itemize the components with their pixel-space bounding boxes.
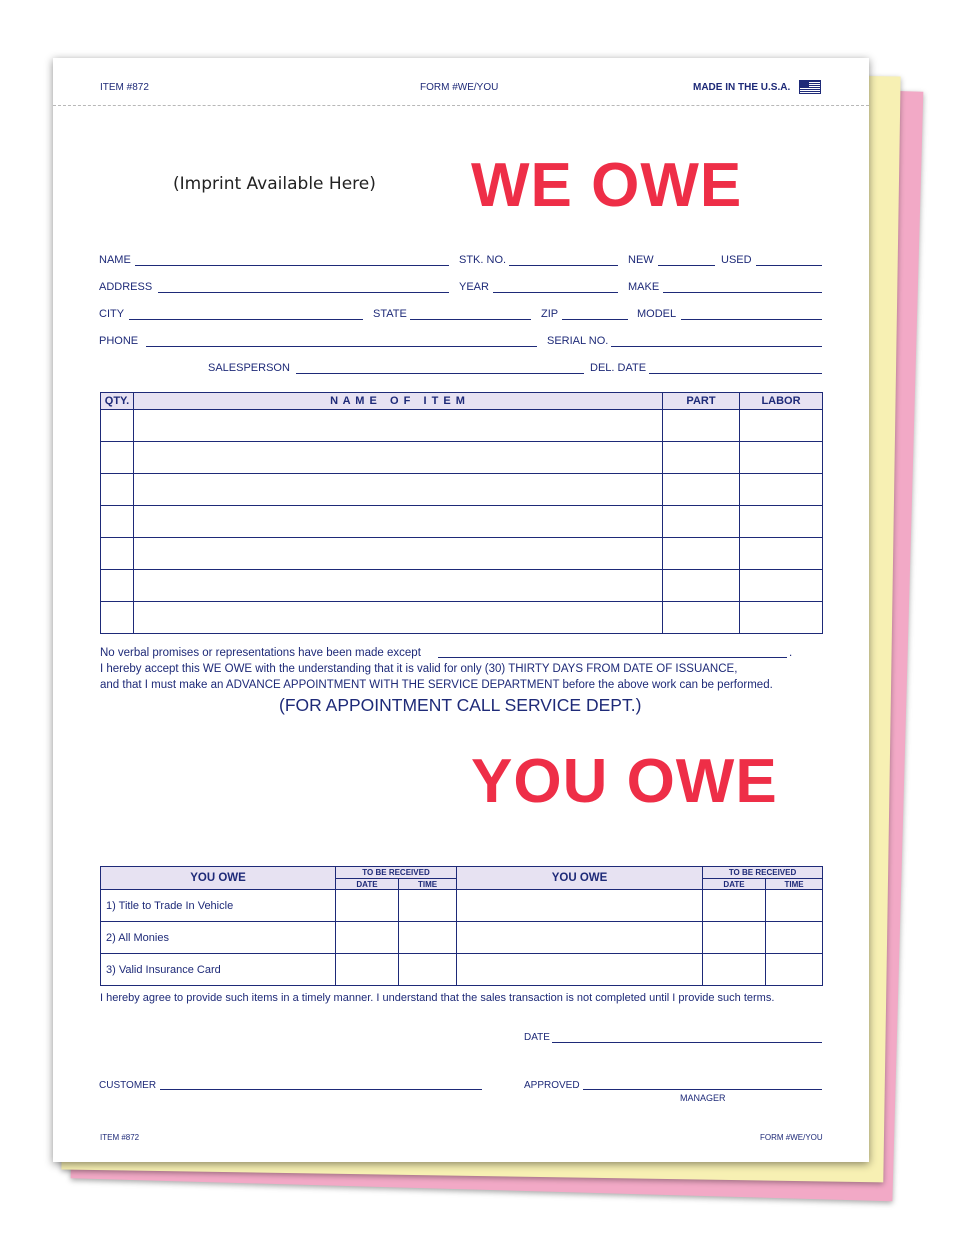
we-owe-form <box>53 58 869 1162</box>
appointment-call-text: (FOR APPOINTMENT CALL SERVICE DEPT.) <box>279 695 642 715</box>
labor-cell[interactable] <box>740 506 823 538</box>
you-owe-row <box>101 922 823 954</box>
agreement-text: I hereby agree to provide such items in a timely manner. I understand that the sales transaction is not completed until I provide such terms. <box>100 992 775 1004</box>
name-label: NAME <box>99 254 131 266</box>
model-label: MODEL <box>637 308 677 320</box>
to-be-received-header-left: TO BE RECEIVED <box>336 867 457 879</box>
date-signature-field[interactable] <box>552 1042 822 1043</box>
customer-signature-field[interactable] <box>160 1089 482 1090</box>
year-label: YEAR <box>459 281 489 293</box>
stk-no-label: STK. NO. <box>459 254 507 266</box>
customer-label: CUSTOMER <box>99 1080 157 1091</box>
qty-cell[interactable] <box>101 570 134 602</box>
item-name-cell[interactable] <box>134 570 663 602</box>
used-label: USED <box>721 254 752 266</box>
approved-signature-field[interactable] <box>583 1089 822 1090</box>
qty-header: QTY. <box>101 393 134 410</box>
part-cell[interactable] <box>663 474 740 506</box>
item-name-cell[interactable] <box>134 410 663 442</box>
time-subheader-right: TIME <box>766 879 823 890</box>
city-label: CITY <box>99 308 125 320</box>
you-owe-item-label: 2) All Monies <box>101 922 336 954</box>
date-cell[interactable] <box>703 954 766 986</box>
you-owe-item-cell[interactable] <box>457 922 703 954</box>
date-subheader-right: DATE <box>703 879 766 890</box>
salesperson-field[interactable] <box>296 373 584 374</box>
date-subheader-left: DATE <box>336 879 399 890</box>
time-subheader-left: TIME <box>399 879 457 890</box>
state-field[interactable] <box>410 319 531 320</box>
item-row <box>101 410 823 442</box>
labor-cell[interactable] <box>740 410 823 442</box>
item-name-cell[interactable] <box>134 474 663 506</box>
time-cell[interactable] <box>399 922 457 954</box>
item-name-cell[interactable] <box>134 602 663 634</box>
phone-field[interactable] <box>146 346 537 347</box>
make-field[interactable] <box>663 292 822 293</box>
part-cell[interactable] <box>663 570 740 602</box>
phone-label: PHONE <box>99 335 139 347</box>
date-cell[interactable] <box>336 890 399 922</box>
you-owe-header-left: YOU OWE <box>101 867 336 890</box>
acceptance-note: I hereby accept this WE OWE with the understanding that it is valid for only (30) THIRTY DAYS FROM DATE OF ISSUANCE, <box>100 663 738 675</box>
header-item-number: ITEM #872 <box>100 82 149 93</box>
date-cell[interactable] <box>336 922 399 954</box>
del-date-label: DEL. DATE <box>590 362 647 374</box>
footer-item-number: ITEM #872 <box>100 1133 140 1142</box>
address-field[interactable] <box>158 292 449 293</box>
labor-cell[interactable] <box>740 602 823 634</box>
part-cell[interactable] <box>663 506 740 538</box>
item-name-cell[interactable] <box>134 538 663 570</box>
except-field[interactable] <box>438 657 787 658</box>
item-name-cell[interactable] <box>134 442 663 474</box>
del-date-field[interactable] <box>649 373 822 374</box>
stk-no-field[interactable] <box>509 265 618 266</box>
qty-cell[interactable] <box>101 538 134 570</box>
imprint-placeholder: (Imprint Available Here) <box>173 174 376 194</box>
made-in-usa-label: MADE IN THE U.S.A. <box>693 82 791 93</box>
labor-cell[interactable] <box>740 474 823 506</box>
time-cell[interactable] <box>766 922 823 954</box>
qty-cell[interactable] <box>101 506 134 538</box>
you-owe-item-cell[interactable] <box>457 890 703 922</box>
item-row <box>101 442 823 474</box>
labor-cell[interactable] <box>740 570 823 602</box>
qty-cell[interactable] <box>101 602 134 634</box>
header-form-number: FORM #WE/YOU <box>420 82 499 93</box>
zip-field[interactable] <box>562 319 628 320</box>
qty-cell[interactable] <box>101 410 134 442</box>
except-line-end: . <box>789 647 793 659</box>
state-label: STATE <box>373 308 407 320</box>
item-row <box>101 506 823 538</box>
part-cell[interactable] <box>663 538 740 570</box>
time-cell[interactable] <box>766 954 823 986</box>
you-owe-title: YOU OWE <box>471 747 778 816</box>
verbal-promises-note: No verbal promises or representations have been made except <box>100 647 421 659</box>
item-row <box>101 570 823 602</box>
item-row <box>101 602 823 634</box>
labor-cell[interactable] <box>740 442 823 474</box>
appointment-note: and that I must make an ADVANCE APPOINTMENT WITH THE SERVICE DEPARTMENT before the above work can be performed. <box>100 679 773 691</box>
us-flag-icon <box>799 80 821 94</box>
model-field[interactable] <box>681 319 822 320</box>
time-cell[interactable] <box>399 890 457 922</box>
to-be-received-header-right: TO BE RECEIVED <box>703 867 823 879</box>
zip-label: ZIP <box>541 308 559 320</box>
approved-label: APPROVED <box>524 1080 580 1091</box>
city-field[interactable] <box>129 319 363 320</box>
serial-no-field[interactable] <box>611 346 822 347</box>
footer-form-number: FORM #WE/YOU <box>760 1133 823 1142</box>
we-owe-title: WE OWE <box>471 151 743 220</box>
new-label: NEW <box>628 254 654 266</box>
qty-cell[interactable] <box>101 442 134 474</box>
you-owe-item-label: 3) Valid Insurance Card <box>101 954 336 986</box>
new-field[interactable] <box>658 265 715 266</box>
items-table-body <box>101 410 823 634</box>
make-label: MAKE <box>628 281 660 293</box>
used-field[interactable] <box>756 265 822 266</box>
name-field[interactable] <box>135 265 449 266</box>
salesperson-label: SALESPERSON <box>208 362 290 374</box>
time-cell[interactable] <box>399 954 457 986</box>
manager-label: MANAGER <box>680 1093 726 1103</box>
item-name-cell[interactable] <box>134 506 663 538</box>
you-owe-header-right: YOU OWE <box>457 867 703 890</box>
date-cell[interactable] <box>703 922 766 954</box>
you-owe-table <box>100 866 823 986</box>
time-cell[interactable] <box>766 890 823 922</box>
year-field[interactable] <box>493 292 618 293</box>
you-owe-row <box>101 954 823 986</box>
you-owe-row <box>101 890 823 922</box>
item-row <box>101 538 823 570</box>
part-cell[interactable] <box>663 410 740 442</box>
name-of-item-header: N A M E O F I T E M <box>134 393 663 410</box>
date-cell[interactable] <box>703 890 766 922</box>
item-row <box>101 474 823 506</box>
serial-no-label: SERIAL NO. <box>547 335 609 347</box>
perforation-line <box>53 105 869 106</box>
qty-cell[interactable] <box>101 474 134 506</box>
labor-header: LABOR <box>740 393 823 410</box>
part-cell[interactable] <box>663 602 740 634</box>
part-cell[interactable] <box>663 442 740 474</box>
labor-cell[interactable] <box>740 538 823 570</box>
items-table <box>100 392 823 634</box>
date-label: DATE <box>524 1032 550 1043</box>
address-label: ADDRESS <box>99 281 153 293</box>
you-owe-item-label: 1) Title to Trade In Vehicle <box>101 890 336 922</box>
date-cell[interactable] <box>336 954 399 986</box>
part-header: PART <box>663 393 740 410</box>
you-owe-item-cell[interactable] <box>457 954 703 986</box>
